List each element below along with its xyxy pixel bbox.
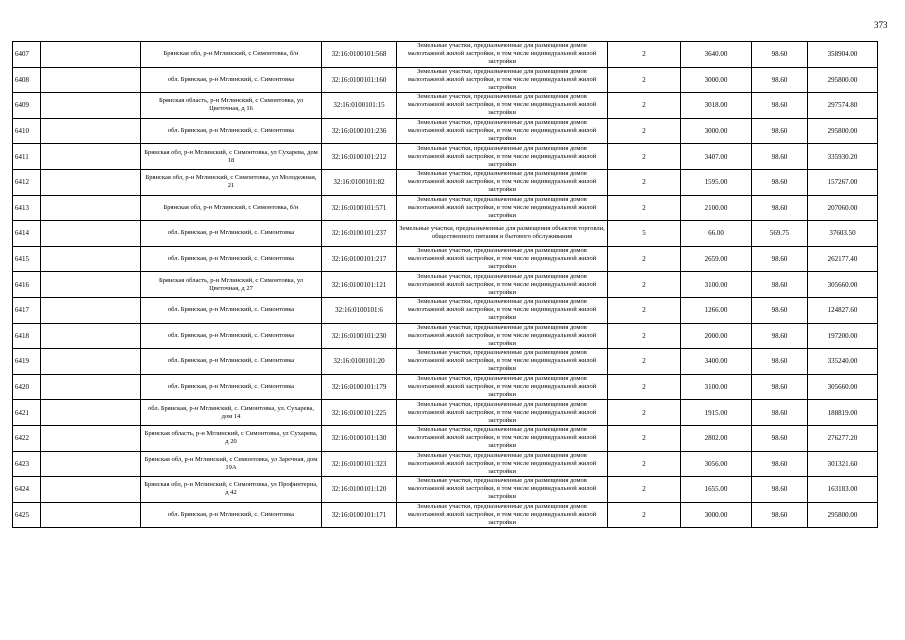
cadastral-number-cell: 32:16:0100101:212 [322, 144, 397, 170]
table-row [13, 297, 878, 323]
cadastral-number-cell: 32:16:0100101:130 [322, 425, 397, 451]
land-use-cell: Земельные участки, предназначенные для размещения домов малоэтажной жилой застройки, в том числе индивидуальной жилой застройки [397, 195, 608, 221]
cadastral-number-cell: 32:16:0100101:237 [322, 221, 397, 247]
cadastral-value-cell: 188819.00 [808, 400, 878, 426]
address-cell: Брянская обл, р-н Мглинский, с Симонтовка, б/н [141, 195, 322, 221]
table-row [13, 323, 878, 349]
blank-cell [41, 374, 141, 400]
cadastral-number-cell: 32:16:0100101:121 [322, 272, 397, 298]
row-number-cell: 6411 [13, 144, 41, 170]
group-cell: 2 [608, 451, 681, 477]
table-row [13, 374, 878, 400]
land-use-cell: Земельные участки, предназначенные для размещения домов малоэтажной жилой застройки, в том числе индивидуальной жилой застройки [397, 93, 608, 119]
cadastral-value-cell: 305660.00 [808, 272, 878, 298]
blank-cell [41, 221, 141, 247]
cadastral-number-cell: 32:16:0100101:568 [322, 42, 397, 68]
area-cell: 3056.00 [681, 451, 752, 477]
table-body [13, 42, 878, 528]
area-cell: 3000.00 [681, 118, 752, 144]
land-use-cell: Земельные участки, предназначенные для размещения домов малоэтажной жилой застройки, в том числе индивидуальной жилой застройки [397, 144, 608, 170]
group-cell: 2 [608, 42, 681, 68]
row-number-cell: 6409 [13, 93, 41, 119]
blank-cell [41, 297, 141, 323]
group-cell: 2 [608, 246, 681, 272]
blank-cell [41, 118, 141, 144]
area-cell: 2000.00 [681, 323, 752, 349]
table-row [13, 118, 878, 144]
address-cell: Брянская обл, р-н Мглинский, с Симонтовка, ул Сухарева, дом 18 [141, 144, 322, 170]
unit-value-cell: 98.60 [752, 477, 808, 503]
table-row [13, 246, 878, 272]
table-row [13, 93, 878, 119]
land-use-cell: Земельные участки, предназначенные для размещения домов малоэтажной жилой застройки, в том числе индивидуальной жилой застройки [397, 67, 608, 93]
cadastral-value-cell: 297574.80 [808, 93, 878, 119]
unit-value-cell: 98.60 [752, 374, 808, 400]
cadastral-number-cell: 32:16:0100101:82 [322, 169, 397, 195]
cadastral-value-cell: 358904.00 [808, 42, 878, 68]
group-cell: 2 [608, 195, 681, 221]
unit-value-cell: 98.60 [752, 42, 808, 68]
cadastral-value-cell: 157267.00 [808, 169, 878, 195]
land-use-cell: Земельные участки, предназначенные для размещения домов малоэтажной жилой застройки, в том числе индивидуальной жилой застройки [397, 425, 608, 451]
blank-cell [41, 425, 141, 451]
cadastral-value-cell: 295800.00 [808, 118, 878, 144]
cadastral-value-cell: 305660.00 [808, 374, 878, 400]
table-row [13, 42, 878, 68]
land-registry-table [12, 41, 878, 528]
row-number-cell: 6422 [13, 425, 41, 451]
table-row [13, 272, 878, 298]
area-cell: 3640.00 [681, 42, 752, 68]
blank-cell [41, 349, 141, 375]
area-cell: 2802.00 [681, 425, 752, 451]
area-cell: 3000.00 [681, 67, 752, 93]
unit-value-cell: 98.60 [752, 144, 808, 170]
unit-value-cell: 98.60 [752, 323, 808, 349]
area-cell: 3407.00 [681, 144, 752, 170]
cadastral-number-cell: 32:16:0100101:171 [322, 502, 397, 528]
land-use-cell: Земельные участки, предназначенные для размещения домов малоэтажной жилой застройки, в том числе индивидуальной жилой застройки [397, 502, 608, 528]
unit-value-cell: 98.60 [752, 425, 808, 451]
group-cell: 2 [608, 297, 681, 323]
land-use-cell: Земельные участки, предназначенные для размещения домов малоэтажной жилой застройки, в том числе индивидуальной жилой застройки [397, 477, 608, 503]
blank-cell [41, 477, 141, 503]
address-cell: обл. Брянская, р-н Мглинский, с. Симонтовка [141, 118, 322, 144]
row-number-cell: 6408 [13, 67, 41, 93]
area-cell: 3000.00 [681, 502, 752, 528]
area-cell: 1595.00 [681, 169, 752, 195]
cadastral-value-cell: 124827.60 [808, 297, 878, 323]
cadastral-value-cell: 295800.00 [808, 502, 878, 528]
group-cell: 2 [608, 67, 681, 93]
group-cell: 2 [608, 374, 681, 400]
cadastral-value-cell: 262177.40 [808, 246, 878, 272]
table-row [13, 349, 878, 375]
blank-cell [41, 42, 141, 68]
cadastral-number-cell: 32:16:0100101:225 [322, 400, 397, 426]
address-cell: обл. Брянская, р-н Мглинский, с. Симонтовка [141, 374, 322, 400]
area-cell: 2100.00 [681, 195, 752, 221]
cadastral-value-cell: 301321.60 [808, 451, 878, 477]
unit-value-cell: 98.60 [752, 169, 808, 195]
group-cell: 2 [608, 272, 681, 298]
land-use-cell: Земельные участки, предназначенные для размещения домов малоэтажной жилой застройки, в том числе индивидуальной жилой застройки [397, 323, 608, 349]
land-use-cell: Земельные участки, предназначенные для размещения домов малоэтажной жилой застройки, в том числе индивидуальной жилой застройки [397, 42, 608, 68]
land-use-cell: Земельные участки, предназначенные для размещения домов малоэтажной жилой застройки, в том числе индивидуальной жилой застройки [397, 349, 608, 375]
unit-value-cell: 98.60 [752, 93, 808, 119]
address-cell: Брянская обл, р-н Мглинский, с Симонтовка, ул Профинтерна, д 42 [141, 477, 322, 503]
cadastral-value-cell: 335240.00 [808, 349, 878, 375]
cadastral-value-cell: 197200.00 [808, 323, 878, 349]
group-cell: 2 [608, 118, 681, 144]
unit-value-cell: 98.60 [752, 195, 808, 221]
area-cell: 3018.00 [681, 93, 752, 119]
address-cell: Брянская обл, р-н Мглинский, с Симонтовка, б/н [141, 42, 322, 68]
page-number: 373 [874, 20, 888, 30]
address-cell: обл. Брянская, р-н Мглинский, с. Симонтовка [141, 349, 322, 375]
table-row [13, 477, 878, 503]
area-cell: 3100.00 [681, 374, 752, 400]
area-cell: 3400.00 [681, 349, 752, 375]
unit-value-cell: 98.60 [752, 502, 808, 528]
address-cell: Брянская обл, р-н Мглинский, с Симонтовка, ул Заречная, дом 19А [141, 451, 322, 477]
blank-cell [41, 272, 141, 298]
unit-value-cell: 98.60 [752, 246, 808, 272]
cadastral-number-cell: 32:16:0100101:217 [322, 246, 397, 272]
unit-value-cell: 98.60 [752, 400, 808, 426]
table-row [13, 67, 878, 93]
row-number-cell: 6418 [13, 323, 41, 349]
row-number-cell: 6417 [13, 297, 41, 323]
cadastral-number-cell: 32:16:0100101:15 [322, 93, 397, 119]
blank-cell [41, 451, 141, 477]
cadastral-value-cell: 335930.20 [808, 144, 878, 170]
blank-cell [41, 169, 141, 195]
group-cell: 2 [608, 93, 681, 119]
land-use-cell: Земельные участки, предназначенные для размещения объектов торговли, общественного питания и бытового обслуживания [397, 221, 608, 247]
group-cell: 5 [608, 221, 681, 247]
row-number-cell: 6407 [13, 42, 41, 68]
row-number-cell: 6425 [13, 502, 41, 528]
area-cell: 2659.00 [681, 246, 752, 272]
address-cell: обл. Брянская, р-н Мглинский, с. Симонтовка [141, 297, 322, 323]
unit-value-cell: 98.60 [752, 451, 808, 477]
cadastral-number-cell: 32:16:0100101:236 [322, 118, 397, 144]
table-row [13, 144, 878, 170]
cadastral-value-cell: 163183.00 [808, 477, 878, 503]
unit-value-cell: 98.60 [752, 118, 808, 144]
group-cell: 2 [608, 477, 681, 503]
unit-value-cell: 98.60 [752, 349, 808, 375]
blank-cell [41, 67, 141, 93]
address-cell: обл. Брянская, р-н Мглинский, с. Симонтовка [141, 246, 322, 272]
table-row [13, 425, 878, 451]
address-cell: Брянская область, р-н Мглинский, с Симонтовка, ул Сухарева, д 20 [141, 425, 322, 451]
row-number-cell: 6421 [13, 400, 41, 426]
group-cell: 2 [608, 349, 681, 375]
unit-value-cell: 98.60 [752, 67, 808, 93]
row-number-cell: 6410 [13, 118, 41, 144]
land-use-cell: Земельные участки, предназначенные для размещения домов малоэтажной жилой застройки, в том числе индивидуальной жилой застройки [397, 374, 608, 400]
group-cell: 2 [608, 323, 681, 349]
cadastral-number-cell: 32:16:0100101:571 [322, 195, 397, 221]
blank-cell [41, 195, 141, 221]
cadastral-number-cell: 32:16:0100101:160 [322, 67, 397, 93]
blank-cell [41, 400, 141, 426]
row-number-cell: 6424 [13, 477, 41, 503]
land-use-cell: Земельные участки, предназначенные для размещения домов малоэтажной жилой застройки, в том числе индивидуальной жилой застройки [397, 118, 608, 144]
group-cell: 2 [608, 169, 681, 195]
area-cell: 1915.00 [681, 400, 752, 426]
address-cell: обл. Брянская, р-н Мглинский, с. Симонтовка [141, 221, 322, 247]
land-use-cell: Земельные участки, предназначенные для размещения домов малоэтажной жилой застройки, в том числе индивидуальной жилой застройки [397, 451, 608, 477]
unit-value-cell: 569.75 [752, 221, 808, 247]
address-cell: обл. Брянская, р-н Мглинский, с. Симонтовка, ул. Сухарева, дом 14 [141, 400, 322, 426]
land-use-cell: Земельные участки, предназначенные для размещения домов малоэтажной жилой застройки, в том числе индивидуальной жилой застройки [397, 246, 608, 272]
land-use-cell: Земельные участки, предназначенные для размещения домов малоэтажной жилой застройки, в том числе индивидуальной жилой застройки [397, 272, 608, 298]
area-cell: 1655.00 [681, 477, 752, 503]
group-cell: 2 [608, 425, 681, 451]
cadastral-number-cell: 32:16:0100101:179 [322, 374, 397, 400]
land-use-cell: Земельные участки, предназначенные для размещения домов малоэтажной жилой застройки, в том числе индивидуальной жилой застройки [397, 297, 608, 323]
table-row [13, 400, 878, 426]
address-cell: Брянская обл, р-н Мглинский, с Симонтовка, ул Молодежная, 21 [141, 169, 322, 195]
group-cell: 2 [608, 400, 681, 426]
cadastral-value-cell: 207060.00 [808, 195, 878, 221]
table-row [13, 451, 878, 477]
cadastral-value-cell: 295800.00 [808, 67, 878, 93]
address-cell: обл. Брянская, р-н Мглинский, с. Симонтовка [141, 67, 322, 93]
blank-cell [41, 502, 141, 528]
blank-cell [41, 323, 141, 349]
table-row [13, 221, 878, 247]
table-row [13, 502, 878, 528]
area-cell: 1266.00 [681, 297, 752, 323]
row-number-cell: 6412 [13, 169, 41, 195]
area-cell: 3100.00 [681, 272, 752, 298]
land-use-cell: Земельные участки, предназначенные для размещения домов малоэтажной жилой застройки, в том числе индивидуальной жилой застройки [397, 169, 608, 195]
row-number-cell: 6413 [13, 195, 41, 221]
blank-cell [41, 246, 141, 272]
address-cell: обл. Брянская, р-н Мглинский, с. Симонтовка [141, 502, 322, 528]
unit-value-cell: 98.60 [752, 272, 808, 298]
cadastral-number-cell: 32:16:0100101:6 [322, 297, 397, 323]
cadastral-number-cell: 32:16:0100101:20 [322, 349, 397, 375]
address-cell: Брянская область, р-н Мглинский, с Симонтовка, ул Цветочная, д 27 [141, 272, 322, 298]
group-cell: 2 [608, 144, 681, 170]
row-number-cell: 6423 [13, 451, 41, 477]
table-row [13, 195, 878, 221]
area-cell: 66.00 [681, 221, 752, 247]
land-use-cell: Земельные участки, предназначенные для размещения домов малоэтажной жилой застройки, в том числе индивидуальной жилой застройки [397, 400, 608, 426]
cadastral-number-cell: 32:16:0100101:323 [322, 451, 397, 477]
cadastral-number-cell: 32:16:0100101:230 [322, 323, 397, 349]
row-number-cell: 6419 [13, 349, 41, 375]
address-cell: обл. Брянская, р-н Мглинский, с. Симонтовка [141, 323, 322, 349]
cadastral-value-cell: 276277.20 [808, 425, 878, 451]
blank-cell [41, 144, 141, 170]
unit-value-cell: 98.60 [752, 297, 808, 323]
table-row [13, 169, 878, 195]
group-cell: 2 [608, 502, 681, 528]
row-number-cell: 6420 [13, 374, 41, 400]
blank-cell [41, 93, 141, 119]
row-number-cell: 6414 [13, 221, 41, 247]
cadastral-number-cell: 32:16:0100101:120 [322, 477, 397, 503]
row-number-cell: 6415 [13, 246, 41, 272]
row-number-cell: 6416 [13, 272, 41, 298]
address-cell: Брянская область, р-н Мглинский, с Симонтовка, ул Цветочная, д 16 [141, 93, 322, 119]
cadastral-value-cell: 37603.50 [808, 221, 878, 247]
